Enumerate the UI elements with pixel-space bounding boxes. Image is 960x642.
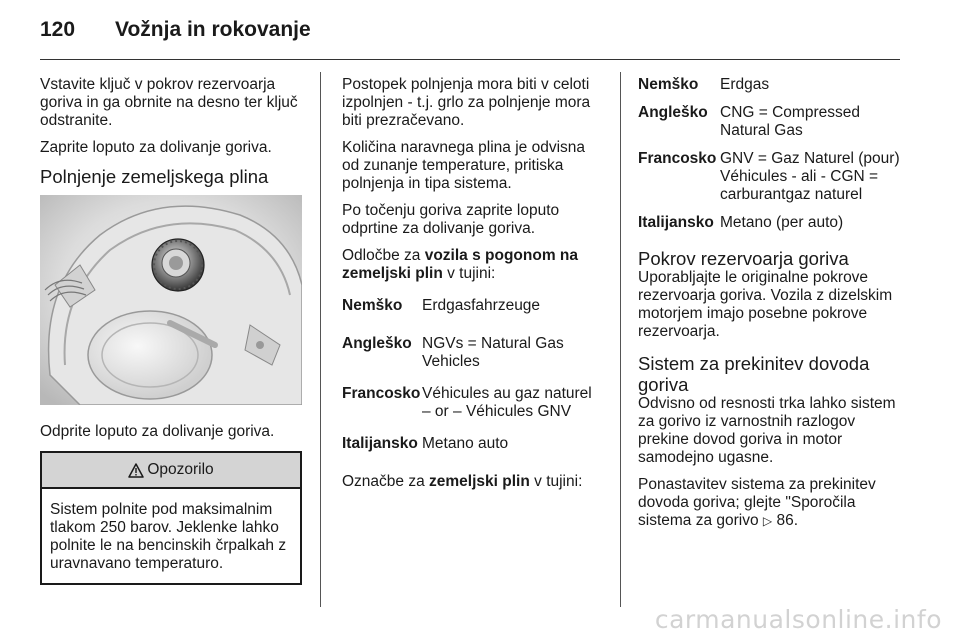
figure-caption: Odprite loputo za dolivanje goriva.	[40, 423, 275, 440]
language-term: Francosko	[638, 150, 717, 167]
paragraph: Uporabljajte le originalne pokrove rezervoarja goriva. Vozila z dizelskim motorjem imajo posebne pokrove rezervoarja.	[638, 269, 893, 340]
language-term: Italijansko	[638, 214, 714, 231]
term-definition: Véhicules au gaz naturel – or – Véhicules GNV	[422, 385, 592, 420]
paragraph: Postopek polnjenja mora biti v celoti izpolnjen - t.j. grlo za polnjenje mora biti prezračevano.	[342, 76, 591, 129]
term-definition: Erdgasfahrzeuge	[422, 297, 541, 314]
language-term: Italijansko	[342, 435, 418, 452]
language-term: Angleško	[342, 335, 412, 352]
paragraph: Po točenju goriva zaprite loputo odprtine za dolivanje goriva.	[342, 202, 560, 237]
term-definition: GNV = Gaz Naturel (pour) Véhicules - ali - CGN = carburantgaz naturel	[720, 150, 900, 203]
header-rule	[40, 59, 900, 60]
section-heading: Pokrov rezervoarja goriva	[638, 248, 849, 269]
column-divider-2	[620, 72, 621, 607]
fuel-filler-illustration	[40, 195, 302, 405]
warning-triangle-icon	[128, 463, 144, 478]
text-run: v tujini:	[442, 265, 496, 282]
table-row	[342, 297, 604, 315]
table-row	[342, 335, 604, 371]
term-definition: Metano auto	[422, 435, 509, 452]
paragraph	[342, 473, 604, 491]
column-1	[40, 76, 308, 585]
table-row	[638, 104, 906, 140]
language-term: Nemško	[342, 297, 403, 314]
language-term: Angleško	[638, 104, 708, 121]
text-run: Odločbe za	[342, 247, 425, 264]
page-title: Vožnja in rokovanje	[115, 18, 311, 41]
table-row	[638, 214, 906, 232]
table-row	[638, 76, 906, 94]
paragraph	[638, 476, 906, 530]
table-row	[638, 150, 906, 204]
term-definition: CNG = Compressed Natural Gas	[720, 104, 860, 139]
text-run: Označbe za	[342, 473, 430, 490]
term-definition: Erdgas	[720, 76, 770, 93]
page-number: 120	[40, 18, 76, 41]
table-row	[342, 435, 604, 453]
paragraph: Vstavite ključ v pokrov rezervoarja goriva in ga obrnite na desno ter ključ odstranite.	[40, 76, 298, 129]
column-2	[342, 76, 604, 500]
text-run: Ponastavitev sistema za prekinitev dovoda goriva; glejte "Sporočila sistema za gorivo	[638, 476, 876, 529]
warning-title: Opozorilo	[147, 461, 214, 478]
bold-term: vozila s pogonom na zemeljski plin	[342, 247, 579, 282]
table-row	[342, 385, 604, 421]
bold-term: zemeljski plin	[429, 473, 530, 490]
column-divider-1	[320, 72, 321, 607]
paragraph: Količina naravnega plina je odvisna od zunanje temperature, pritiska polnjenja in tipa sistema.	[342, 139, 585, 192]
page-reference-arrow-icon: ▷	[762, 514, 773, 528]
term-definition: Metano (per auto)	[720, 214, 844, 231]
text-run: v tujini:	[529, 473, 583, 490]
section-heading: Sistem za prekinitev dovoda goriva	[638, 353, 870, 395]
warning-text: Sistem polnite pod maksimalnim tlakom 250 barov. Jeklenke lahko polnite le na bencinskih črpalkah z uravnavano temperaturo.	[50, 501, 287, 572]
warning-box	[40, 451, 302, 585]
section-heading: Polnjenje zemeljskega plina	[40, 166, 269, 187]
paragraph: Odvisno od resnosti trka lahko sistem za gorivo iz varnostnih razlogov prekine dovod goriva in motor samodejno ugasne.	[638, 395, 896, 466]
paragraph	[342, 247, 604, 283]
warning-header	[42, 453, 300, 489]
text-run: .	[793, 512, 799, 529]
vehicle-names-table	[342, 297, 604, 453]
language-term: Francosko	[342, 385, 421, 402]
language-term: Nemško	[638, 76, 699, 93]
column-3	[638, 76, 906, 539]
watermark: carmanualsonline.info	[654, 605, 942, 634]
page-reference-link[interactable]: 86	[776, 512, 794, 529]
term-definition: NGVs = Natural Gas Vehicles	[422, 335, 564, 370]
gas-names-table	[638, 76, 906, 232]
paragraph: Zaprite loputo za dolivanje goriva.	[40, 139, 272, 156]
